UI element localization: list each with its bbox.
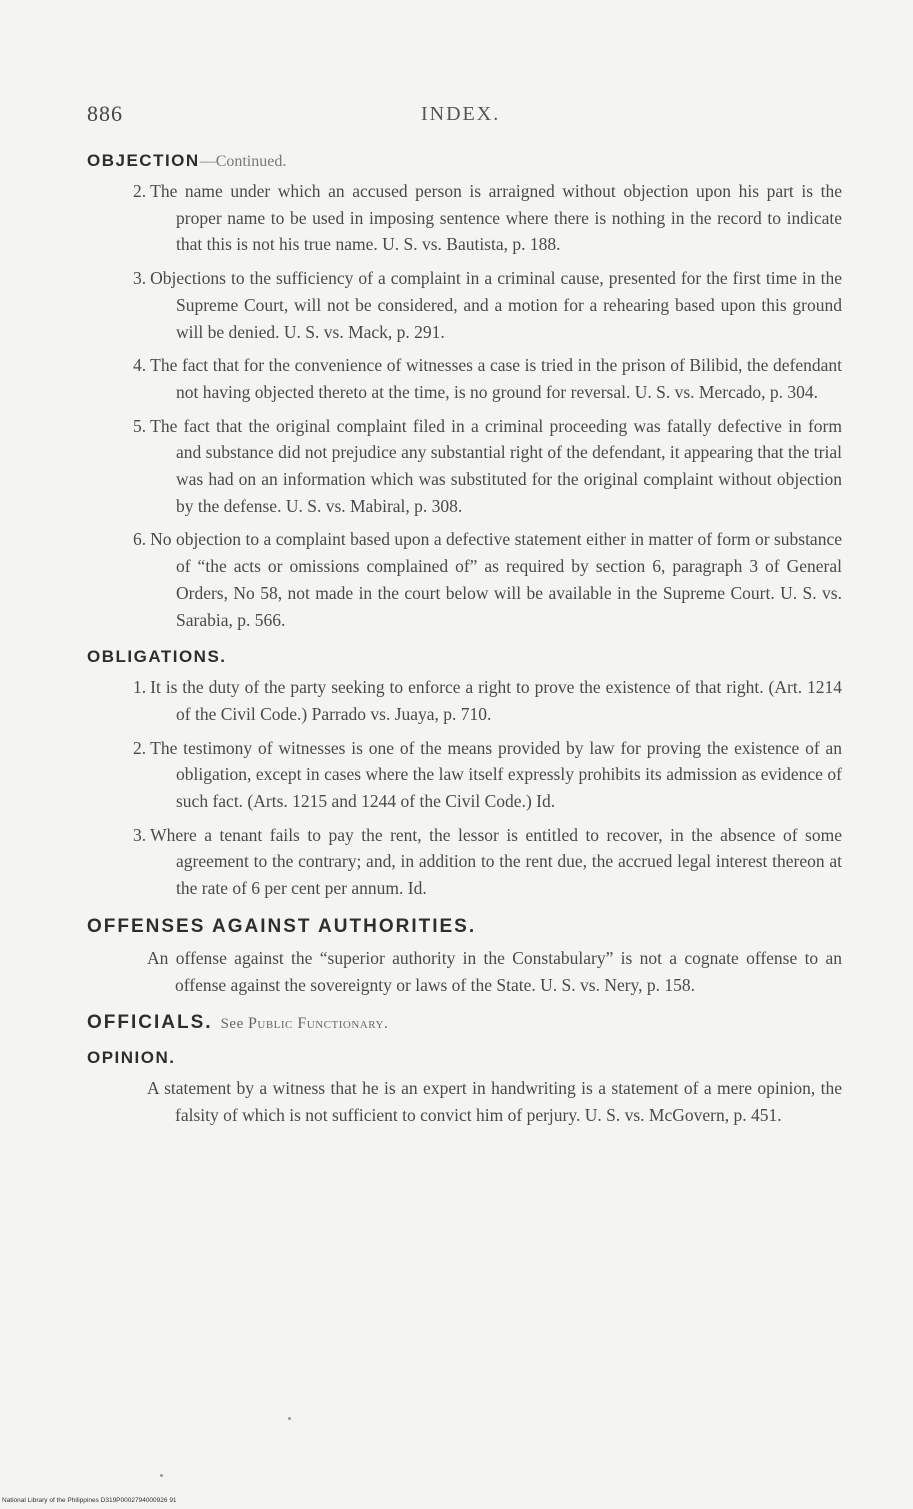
entry-text: No objection to a complaint based upon a defective statement either in matter of form or substance of “the acts or omissions complained of” as required by section 6, paragraph 3 of General Orders, No 58, not made in the court below will be available in the Supreme Court. U. S. vs. Sarabia, p. 566. [150,529,842,630]
entry-number: 2. [133,737,147,758]
heading-objection [87,151,842,171]
heading-offenses-against-authorities: OFFENSES AGAINST AUTHORITIES. [87,915,477,937]
objection-entry-6 [87,526,842,633]
heading-officials-title: OFFICIALS. [87,1012,213,1034]
entry-text: Objections to the sufficiency of a complaint in a criminal cause, presented for the first time in the Supreme Court, will not be considered, and a motion for a rehearing based upon this ground will be denied. U. S. vs. Mack, p. 291. [150,268,842,342]
heading-officials [87,1012,842,1034]
entry-number: 6. [133,529,147,550]
index-content [87,151,842,1129]
entry-text: It is the duty of the party seeking to enforce a right to prove the existence of that right. (Art. 1214 of the Civil Code.) Parrado vs. Juaya, p. 710. [150,677,842,724]
objection-entry-5 [87,413,842,520]
objection-entry-2 [87,178,842,258]
heading-obligations: OBLIGATIONS. [87,647,227,667]
heading-opinion: OPINION. [87,1048,176,1068]
entry-text: The name under which an accused person is arraigned without objection upon his part is the proper name to be used in imposing sentence where there is nothing in the record to indicate that this is not his true name. U. S. vs. Bautista, p. 188. [150,181,842,255]
objection-entry-4 [87,352,842,405]
entry-number: 2. [133,181,147,201]
scan-speck [160,1474,163,1477]
opinion-entry: A statement by a witness that he is an expert in handwriting is a statement of a mere opinion, the falsity of which is not sufficient to convict him of perjury. U. S. vs. McGovern, p. 451. [147,1078,842,1125]
heading-objection-title: OBJECTION [87,151,200,170]
offenses-entry: An offense against the “superior authority in the Constabulary” is not a cognate offense to an offense against the sovereignty or laws of the State. U. S. vs. Nery, p. 158. [147,947,842,995]
entry-number: 5. [133,415,147,436]
entry-text: Where a tenant fails to pay the rent, the lessor is entitled to recover, in the absence of some agreement to the contrary; and, in addition to the rent due, the accrued legal interest thereon at the rate of 6 per cent per annum. Id. [150,824,842,899]
entry-number: 4. [133,355,147,376]
obligations-entry-3 [87,822,842,902]
obligations-entry-1 [87,674,842,727]
entry-text: The fact that for the convenience of witnesses a case is tried in the prison of Bilibid, the defendant not having objected thereto at the time, is no ground for reversal. U. S. vs. Mercado, p. 304. [150,355,842,402]
page-number: 886 [87,101,123,126]
scan-credit: National Library of the Philippines D319P0002794000926 91 [2,1497,177,1504]
see-target: Public Functionary. [247,1015,389,1033]
entry-number: 3. [133,824,147,845]
entry-text: The testimony of witnesses is one of the means provided by law for proving the existence of an obligation, except in cases where the law itself expressly prohibits its admission as evidence of such fact. (Arts. 1215 and 1244 of the Civil Code.) Id. [150,737,842,812]
obligations-entry-2 [87,735,842,815]
see-label: See [220,1016,244,1033]
objection-entry-3 [87,265,842,345]
entry-number: 3. [133,268,147,289]
continued-label: —Continued. [199,153,287,170]
scan-speck [288,1417,291,1420]
see-reference [221,1016,389,1032]
running-head: INDEX. [421,103,501,125]
entry-text: The fact that the original complaint filed in a criminal proceeding was fatally defective in form and substance did not prejudice any substantial right of the defendant, it appearing that the trial was had on an information which was substituted for the original complaint without objection by the defense. U. S. vs. Mabiral, p. 308. [150,415,842,516]
entry-number: 1. [133,677,147,698]
